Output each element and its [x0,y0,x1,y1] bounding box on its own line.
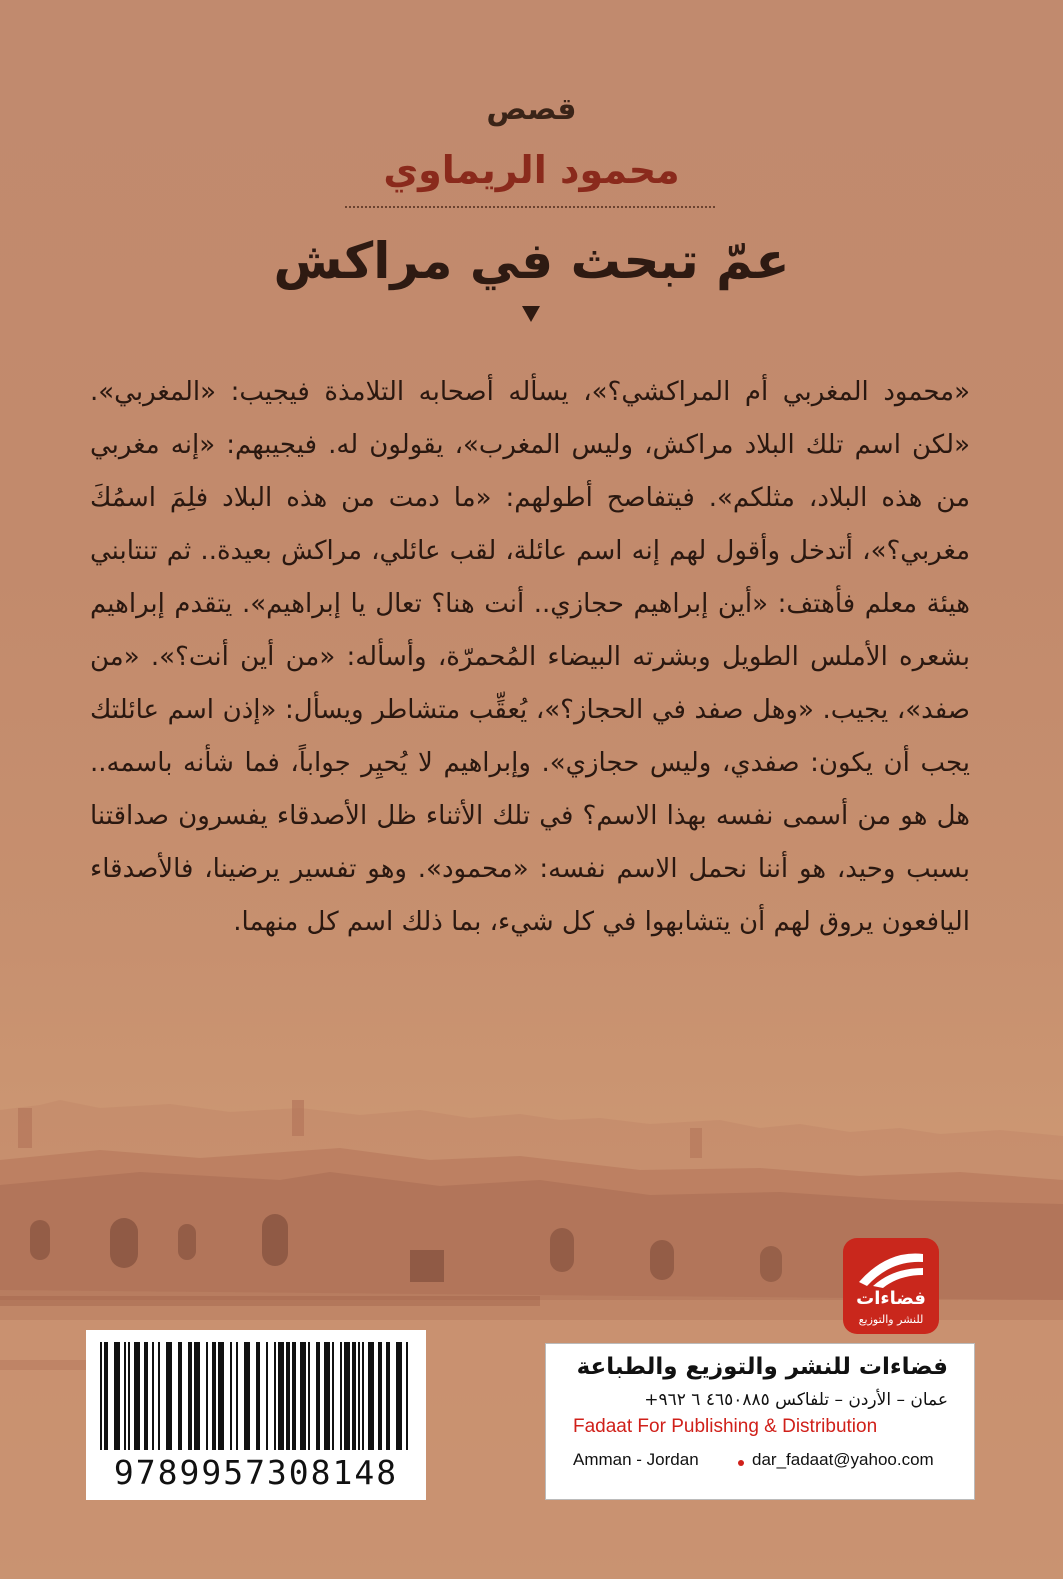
barcode-bar [178,1342,182,1450]
barcode-bar [378,1342,382,1450]
book-title: عمّ تبحث في مراكش [273,232,790,290]
barcode-bar [286,1342,290,1450]
publisher-city: Amman - Jordan [573,1450,699,1469]
barcode-bar [308,1342,310,1450]
barcode-bar [124,1342,126,1450]
barcode-bar [362,1342,364,1450]
logo-wings-icon [857,1248,925,1288]
barcode-bar [144,1342,148,1450]
barcode-bar [188,1342,192,1450]
publisher-name-english: Fadaat For Publishing & Distribution [573,1416,878,1437]
genre-label: قصص [486,92,577,127]
publisher-name-arabic: فضاءات للنشر والتوزيع والطباعة [576,1354,948,1380]
barcode-box [86,1330,426,1500]
barcode-bar [236,1342,238,1450]
barcode-bar [396,1342,402,1450]
barcode-bar [134,1342,140,1450]
triangle-marker-icon [522,306,540,322]
barcode-bar [278,1342,284,1450]
barcode-bar [386,1342,390,1450]
barcode-bar [166,1342,172,1450]
barcode-bar [292,1342,296,1450]
dotted-divider [345,206,715,208]
barcode-bar [230,1342,232,1450]
barcode-bar [194,1342,200,1450]
barcode-bar [256,1342,260,1450]
publisher-info-box [545,1343,975,1500]
barcode-bar [100,1342,102,1450]
publisher-logo [843,1238,939,1334]
barcode-bar [344,1342,350,1450]
publisher-contact-arabic: عمان – الأردن – تلفاكس ٤٦٥٠٨٨٥ ٦ ٩٦٢+ [644,1390,948,1410]
logo-name: فضاءات [856,1288,926,1309]
barcode-bar [358,1342,360,1450]
barcode-bar [266,1342,268,1450]
barcode-bar [300,1342,306,1450]
logo-subtitle: للنشر والتوزيع [858,1313,924,1326]
barcode-bar [274,1342,276,1450]
barcode-bar [152,1342,154,1450]
barcode-bar [352,1342,356,1450]
barcode-bar [316,1342,320,1450]
publisher-email: dar_fadaat@yahoo.com [752,1450,934,1469]
barcode-bar [368,1342,374,1450]
blurb-text: «محمود المغربي أم المراكشي؟»، يسأله أصحابه التلامذة فيجيب: «المغربي». «لكن اسم تلك البلاد مراكش، وليس المغرب»، يقولون له. فيجيبهم: «إنه مغربي من هذه البلاد، مثلكم». فيتفاصح أطولهم: «ما دمت من هذه البلاد فلِمَ اسمُكَ مغربي؟»، أتدخل وأقول لهم إنه اسم عائلة، لقب عائلي، مراكش بعيدة.. ثم تنتابني هيئة معلم فأهتف: «أين إبراهيم حجازي.. أنت هنا؟ تعال يا إبراهيم». يتقدم إبراهيم بشعره الأملس الطويل وبشرته البيضاء المُحمرّة، وأسأله: «من أين أنت؟». «من صفد»، يجيب. «وهل صفد في الحجاز؟»، يُعقِّب متشاطر ويسأل: «إذن اسم عائلتك يجب أن يكون: صفدي، وليس حجازي». وإبراهيم لا يُحيِر جواباً، فما شأنه باسمه.. هل هو من أسمى نفسه بهذا الاسم؟ في تلك الأثناء ظل الأصدقاء يفسرون صداقتنا بسبب وحيد، هو أننا نحمل الاسم نفسه: «محمود». وهو تفسير يرضينا، فالأصدقاء اليافعون يروق لهم أن يتشابهوا في كل شيء، بما ذلك اسم كل منهما. [90,377,970,937]
barcode-bar [332,1342,334,1450]
barcode-bar [158,1342,160,1450]
barcode-bar [114,1342,120,1450]
isbn-number: 9789957308148 [113,1453,399,1492]
barcode-bar [244,1342,250,1450]
bullet-dot-icon [738,1460,744,1466]
barcode-bar [212,1342,216,1450]
barcode-bar [104,1342,108,1450]
barcode-bar [128,1342,130,1450]
author-name: محمود الريماوي [383,148,680,192]
barcode-bar [340,1342,342,1450]
barcode-bar [406,1342,408,1450]
barcode-bar [218,1342,224,1450]
barcode-bar [206,1342,208,1450]
barcode-bar [324,1342,330,1450]
